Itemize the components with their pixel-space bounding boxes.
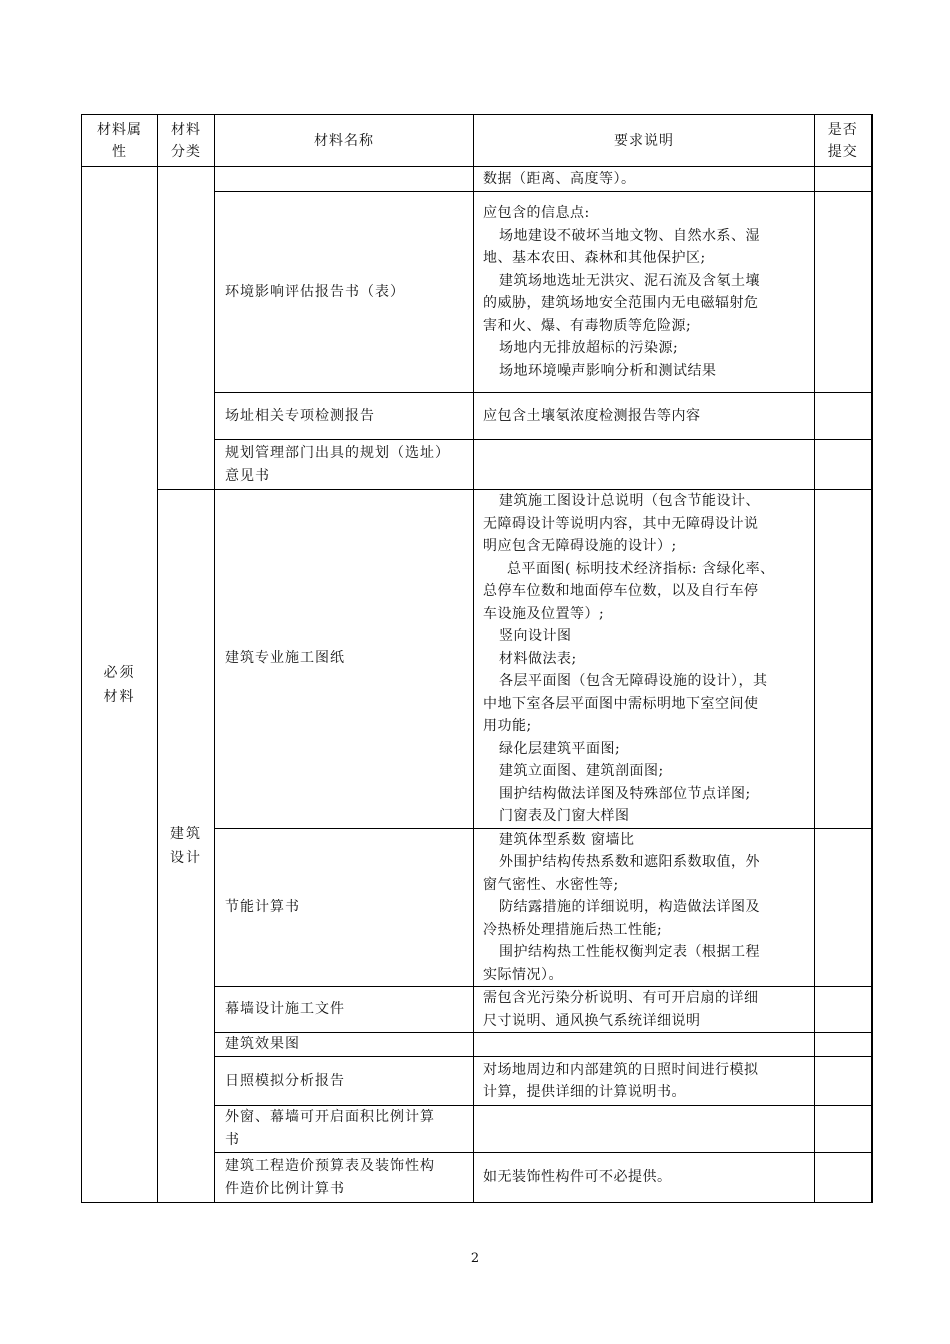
name-cell: 环境影响评估报告书（表） bbox=[215, 192, 474, 393]
name-cell: 幕墙设计施工文件 bbox=[215, 987, 474, 1033]
name-cell: 规划管理部门出具的规划（选址） 意见书 bbox=[215, 440, 474, 490]
submitted-cell bbox=[815, 1033, 872, 1057]
requirement-cell: 建筑施工图设计总说明（包含节能设计、 无障碍设计等说明内容，其中无障碍设计说 明应包含无障碍设施的设计）; 总平面图( 标明技术经济指标: 含绿化率、 总停车位数和地面停车位数，以及自行车停 车设施及位置等）; 竖向设计图 材料做法表; 各层平面图（包含无障碍设施的设计），其 中地下室各层平面图中需标明地下室空间使 用功能; 绿化层建筑平面图; 建筑立面图、建筑剖面图; 围护结构做法详图及特殊部位节点详图; 门窗表及门窗大样图 bbox=[474, 490, 815, 829]
requirement-cell: 需包含光污染分析说明、有可开启扇的详细 尺寸说明、通风换气系统详细说明 bbox=[474, 987, 815, 1033]
requirement-cell: 数据（距离、高度等）。 bbox=[474, 167, 815, 192]
submitted-cell bbox=[815, 987, 872, 1033]
table-row bbox=[82, 490, 872, 829]
header-requirement: 要求说明 bbox=[474, 115, 815, 167]
requirement-cell: 建筑体型系数 窗墙比 外围护结构传热系数和遮阳系数取值，外 窗气密性、水密性等; 防结露措施的详细说明，构造做法详图及 冷热桥处理措施后热工性能; 围护结构热工性能权衡判定表（根据工程 实际情况）。 bbox=[474, 828, 815, 987]
submitted-cell bbox=[815, 167, 872, 192]
submitted-cell bbox=[815, 440, 872, 490]
category-cell-design: 建筑 设计 bbox=[158, 490, 215, 1203]
name-cell: 外窗、幕墙可开启面积比例计算 书 bbox=[215, 1106, 474, 1153]
name-cell bbox=[215, 167, 474, 192]
requirement-cell: 对场地周边和内部建筑的日照时间进行模拟 计算，提供详细的计算说明书。 bbox=[474, 1057, 815, 1106]
name-cell: 场址相关专项检测报告 bbox=[215, 393, 474, 440]
header-row bbox=[82, 115, 872, 167]
header-name: 材料名称 bbox=[215, 115, 474, 167]
requirement-cell: 应包含的信息点: 场地建设不破坏当地文物、自然水系、湿 地、基本农田、森林和其他保护区; 建筑场地选址无洪灾、泥石流及含氡土壤 的威胁，建筑场地安全范围内无电磁辐射危 害和火、爆、有毒物质等危险源; 场地内无排放超标的污染源; 场地环境噪声影响分析和测试结果 bbox=[474, 192, 815, 393]
attribute-cell: 必须 材料 bbox=[82, 167, 158, 1203]
submitted-cell bbox=[815, 1106, 872, 1153]
header-submitted: 是否 提交 bbox=[815, 115, 872, 167]
name-cell: 建筑专业施工图纸 bbox=[215, 490, 474, 829]
name-cell: 日照模拟分析报告 bbox=[215, 1057, 474, 1106]
submitted-cell bbox=[815, 1057, 872, 1106]
requirement-cell: 如无装饰性构件可不必提供。 bbox=[474, 1153, 815, 1203]
submitted-cell bbox=[815, 490, 872, 829]
materials-table bbox=[81, 114, 873, 1203]
header-category: 材料 分类 bbox=[158, 115, 215, 167]
submitted-cell bbox=[815, 828, 872, 987]
requirement-cell bbox=[474, 440, 815, 490]
submitted-cell bbox=[815, 192, 872, 393]
requirement-cell: 应包含土壤氡浓度检测报告等内容 bbox=[474, 393, 815, 440]
name-cell: 节能计算书 bbox=[215, 828, 474, 987]
table-row bbox=[82, 167, 872, 192]
name-cell: 建筑工程造价预算表及装饰性构 件造价比例计算书 bbox=[215, 1153, 474, 1203]
header-attribute: 材料属 性 bbox=[82, 115, 158, 167]
requirement-cell bbox=[474, 1033, 815, 1057]
submitted-cell bbox=[815, 1153, 872, 1203]
name-cell: 建筑效果图 bbox=[215, 1033, 474, 1057]
requirement-cell bbox=[474, 1106, 815, 1153]
page-number: 2 bbox=[470, 1251, 480, 1266]
category-cell-empty bbox=[158, 167, 215, 490]
submitted-cell bbox=[815, 393, 872, 440]
